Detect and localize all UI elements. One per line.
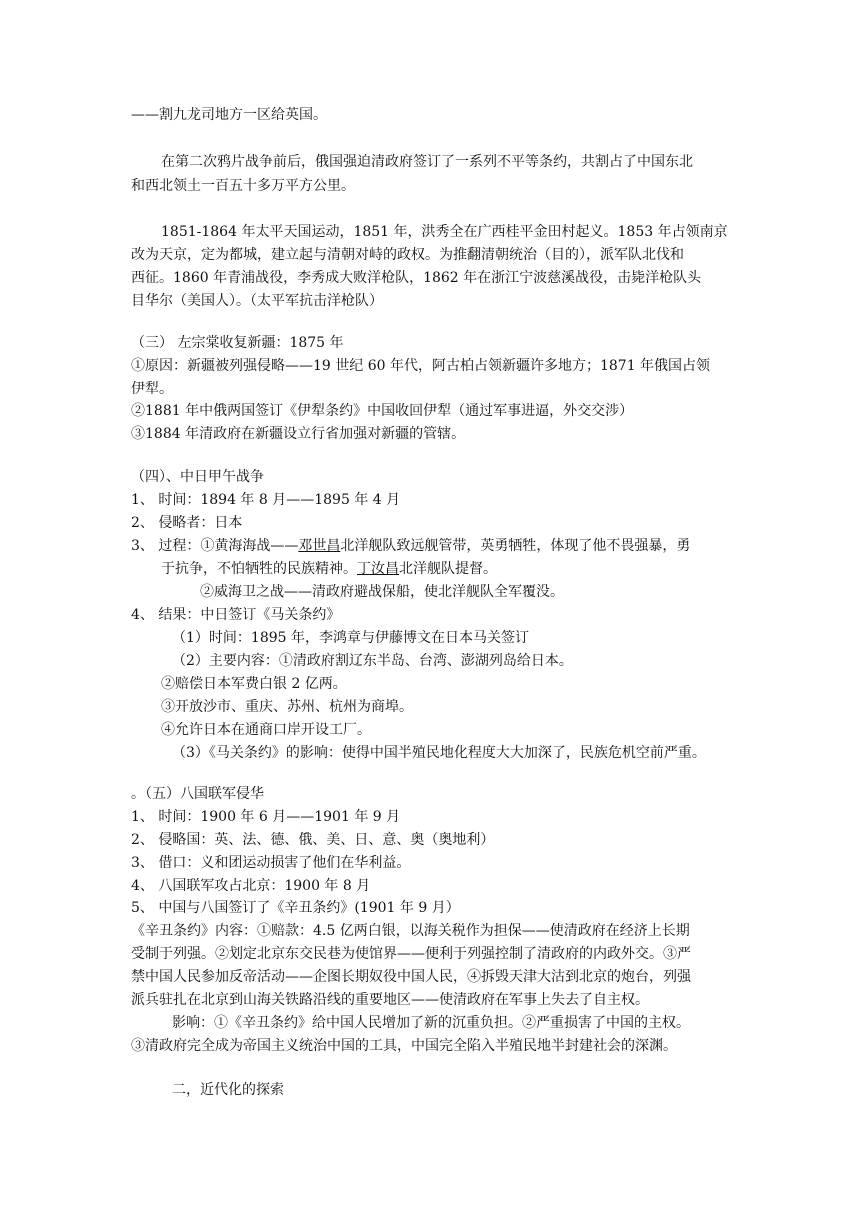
text-run: 北洋舰队提督。 <box>399 561 497 577</box>
paragraph-line: 影响：①《辛丑条约》给中国人民增加了新的沉重负担。②严重损害了中国的主权。 <box>172 1015 690 1031</box>
paragraph-line: 1851-1864 年太平天国运动，1851 年，洪秀全在广西桂平金田村起义。1853 年占领南京 <box>161 224 728 240</box>
sub-item: （2）主要内容：①清政府割辽东半岛、台湾、澎湖列岛给日本。 <box>172 653 573 669</box>
list-item: 4、 结果：中日签订《马关条约》 <box>131 607 341 623</box>
paragraph-line: 派兵驻扎在北京到山海关铁路沿线的重要地区——使清政府在军事上失去了自主权。 <box>131 992 649 1008</box>
list-item <box>131 536 690 557</box>
list-item: 2、 侵略者：日本 <box>131 515 243 531</box>
text-line: ——割九龙司地方一区给英国。 <box>131 107 327 123</box>
paragraph-line: 和西北领土一百五十多万平方公里。 <box>131 178 355 194</box>
list-item: 2、 侵略国：英、法、德、俄、美、日、意、奥（奥地利） <box>131 832 495 848</box>
paragraph-line: ③清政府完全成为帝国主义统治中国的工具，中国完全陷入半殖民地半封建社会的深渊。 <box>131 1038 677 1054</box>
text-run: 3、 过程：①黄海海战—— <box>131 538 299 554</box>
text-run: 北洋舰队致远舰管带，英勇牺牲，体现了他不畏强暴，勇 <box>340 538 691 554</box>
list-item: 1、 时间：1894 年 8 月——1895 年 4 月 <box>131 492 401 508</box>
text-line: 伊犁。 <box>131 381 173 397</box>
underlined-name: 丁汝昌 <box>357 561 399 577</box>
sub-item: ②赔偿日本军费白银 2 亿两。 <box>161 676 347 692</box>
paragraph-line: 西征。1860 年青浦战役，李秀成大败洋枪队，1862 年在浙江宁波慈溪战役，击毙洋枪队头 <box>131 270 702 286</box>
list-item: 5、 中国与八国签订了《辛丑条约》(1901 年 9 月） <box>131 900 460 916</box>
section-heading: 。（五）八国联军侵华 <box>131 786 264 802</box>
text-line: ③1884 年清政府在新疆设立行省加强对新疆的管辖。 <box>131 426 466 442</box>
paragraph-line: 目华尔（美国人）。（太平军抗击洋枪队） <box>131 293 383 309</box>
sub-item: （1）时间：1895 年，李鸿章与伊藤博文在日本马关签订 <box>172 630 529 646</box>
list-item-continuation <box>161 559 497 580</box>
sub-item: ③开放沙市、重庆、苏州、杭州为商埠。 <box>161 699 413 715</box>
section-heading: （三） 左宗棠收复新疆：1875 年 <box>131 335 344 351</box>
text-line: ②1881 年中俄两国签订《伊犁条约》中国收回伊犁（通过军事进逼，外交交涉） <box>131 403 634 419</box>
sub-item: ④允许日本在通商口岸开设工厂。 <box>161 722 371 738</box>
text-line: ①原因：新疆被列强侵略——19 世纪 60 年代，阿古柏占领新疆许多地方；1871 年俄国占领 <box>131 358 711 374</box>
list-item: 1、 时间：1900 年 6 月——1901 年 9 月 <box>131 809 401 825</box>
paragraph-line: 《辛丑条约》内容：①赔款：4.5 亿两白银，以海关税作为担保——使清政府在经济上长期 <box>131 923 690 939</box>
section-heading: （四）、中日甲午战争 <box>131 469 264 485</box>
list-item: 3、 借口：义和团运动损害了他们在华利益。 <box>131 855 411 871</box>
paragraph-line: 受制于列强。②划定北京东交民巷为使馆界——便利于列强控制了清政府的内政外交。③严 <box>131 946 691 962</box>
paragraph-line: 在第二次鸦片战争前后，俄国强迫清政府签订了一系列不平等条约，共割占了中国东北 <box>161 154 693 170</box>
paragraph-line: 禁中国人民参加反帝活动——企图长期奴役中国人民，④拆毁天津大沽到北京的炮台，列强 <box>131 969 691 985</box>
text-run: 于抗争，不怕牺牲的民族精神。 <box>161 561 357 577</box>
section-heading: 二，近代化的探索 <box>172 1082 284 1098</box>
paragraph-line: 改为天京，定为都城，建立起与清朝对峙的政权。为推翻清朝统治（目的），派军队北伐和 <box>131 247 684 263</box>
list-item: 4、 八国联军攻占北京：1900 年 8 月 <box>131 878 371 894</box>
underlined-name: 邓世昌 <box>298 538 341 554</box>
sub-item: （3）《马关条约》的影响：使得中国半殖民地化程度大大加深了，民族危机空前严重。 <box>172 745 706 761</box>
list-item-continuation: ②威海卫之战——清政府避战保船，使北洋舰队全军覆没。 <box>200 584 564 600</box>
